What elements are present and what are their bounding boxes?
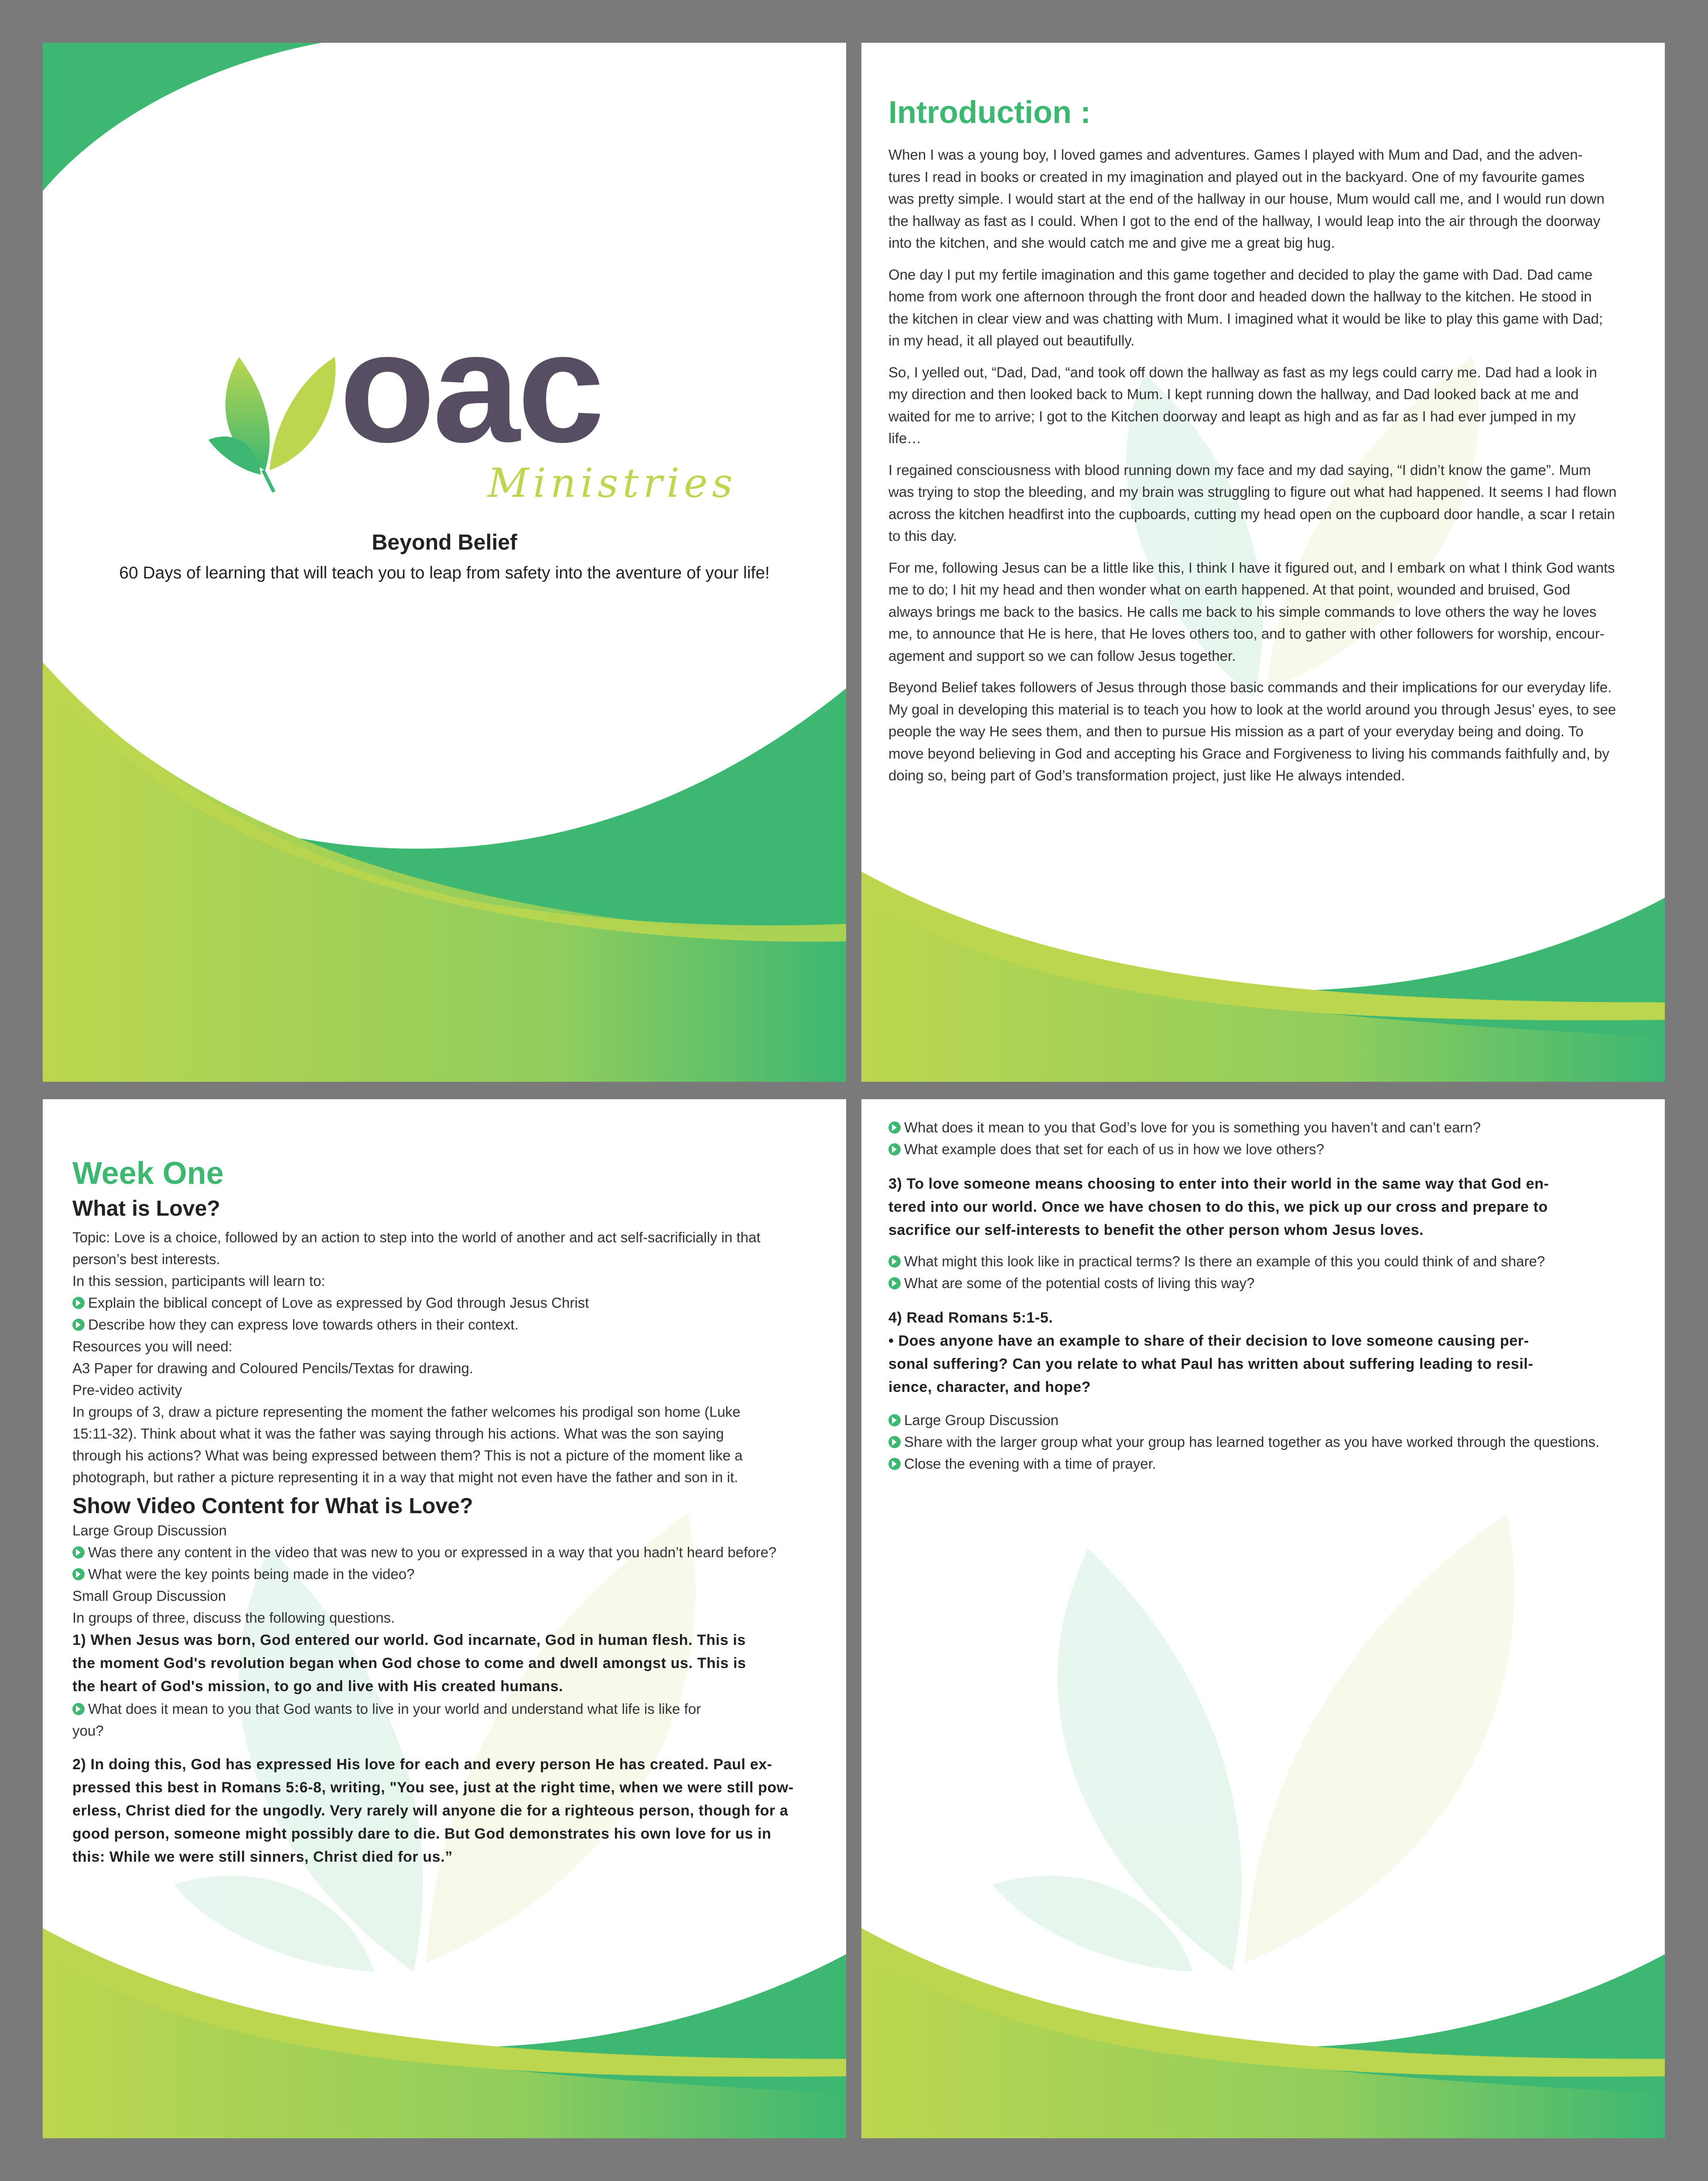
bullet-arrow-icon [72, 1568, 85, 1580]
logo-wordmark: oac [339, 300, 602, 475]
week-one-heading: Week One [72, 1156, 224, 1191]
intro-line: move beyond believing in God and accepting his Grace and Forgiveness to living his commands faithfully and, by [888, 745, 1609, 762]
small-group-line: Small Group Discussion [72, 1588, 226, 1604]
intro-paragraph [888, 264, 1639, 352]
large-group-bullet-text: What were the key points being made in the video? [88, 1566, 415, 1582]
intro-line: tures I read in books or created in my imagination and played out in the backyard. One of my favourite games [888, 168, 1585, 185]
final-bullet [888, 1453, 1647, 1475]
question-3-bullets [888, 1251, 1647, 1294]
bullet-arrow-icon [72, 1546, 85, 1559]
week-one-page [43, 1099, 846, 2138]
question-4-line: 4) Read Romans 5:1-5. [888, 1309, 1053, 1326]
small-group-text [72, 1585, 823, 1629]
large-group-bullet-text: Was there any content in the video that was new to you or expressed in a way that you hadn’t heard before? [88, 1544, 777, 1560]
intro-line: me to do; I hit my head and then wonder what on earth happened. At that point, wounded and bruised, God [888, 581, 1571, 598]
bullet-arrow-icon [888, 1414, 901, 1426]
resources-line: In groups of 3, draw a picture representing the moment the father welcomes his prodigal son home (Luke [72, 1404, 741, 1420]
week-one-continued-page [861, 1099, 1665, 2138]
intro-line: So, I yelled out, “Dad, Dad, “and took off down the hallway as fast as my legs could carry me. Dad had a look in [888, 364, 1597, 380]
small-group-line: In groups of three, discuss the following questions. [72, 1610, 395, 1626]
topic-text [72, 1227, 823, 1292]
question-3-bullet-text: What are some of the potential costs of living this way? [904, 1275, 1255, 1291]
intro-line: One day I put my fertile imagination and this game together and decided to play the game with Dad. Dad came [888, 266, 1593, 283]
intro-paragraph [888, 557, 1639, 667]
question-3-bullet [888, 1251, 1647, 1272]
question-4-line: sonal suffering? Can you relate to what Paul has written about suffering leading to resil- [888, 1356, 1534, 1372]
continued-bullet-text: What does it mean to you that God’s love for you is something you haven’t and can’t earn? [904, 1119, 1481, 1135]
cover-page [43, 43, 846, 1082]
question-3-bullet [888, 1272, 1647, 1294]
bullet-arrow-icon [888, 1458, 901, 1470]
topic-line: In this session, participants will learn to: [72, 1273, 325, 1289]
continued-bullet [888, 1138, 1647, 1160]
watermark-leaf-icon [992, 1514, 1514, 1972]
intro-paragraph [888, 362, 1639, 450]
resources-line: A3 Paper for drawing and Coloured Pencils/Textas for drawing. [72, 1360, 473, 1376]
question-3-bullet-text: What might this look like in practical terms? Is there an example of this you could think of and share? [904, 1253, 1545, 1269]
bullet-arrow-icon [888, 1121, 901, 1134]
cover-subtitle: 60 Days of learning that will teach you to leap from safety into the aventure of your life! [119, 564, 770, 582]
intro-line: waited for me to arrive; I got to the Kitchen doorway and leapt as high and as far as I had ever jumped in my [888, 408, 1576, 424]
final-bullet [888, 1409, 1647, 1431]
resources-line: through his actions? What was being expressed between them? This is not a picture of the moment like a [72, 1447, 743, 1463]
resources-line: Resources you will need: [72, 1338, 232, 1354]
final-bullets [888, 1409, 1647, 1475]
oac-logo [208, 300, 737, 557]
leaf-icon [208, 339, 339, 496]
final-bullet-text: Share with the larger group what your group has learned together as you have worked through the questions. [904, 1434, 1600, 1450]
intro-line: I regained consciousness with blood running down my face and my dad saying, “I didn’t know the game”. Mum [888, 461, 1591, 478]
intro-line: life… [888, 430, 922, 446]
question-2-line: erless, Christ died for the ungodly. Very rarely will anyone die for a righteous person, though for a [72, 1802, 789, 1819]
intro-line: was pretty simple. I would start at the end of the hallway in our house, Mum would call me, and I would run down [888, 191, 1605, 207]
learn-bullet [72, 1292, 823, 1314]
intro-line: across the kitchen headfirst into the cupboards, cutting my head open on the cupboard door handle, a scar I retain [888, 506, 1615, 522]
question-1 [72, 1629, 823, 1698]
question-4-line: • Does anyone have an example to share of their decision to love someone causing per- [888, 1333, 1529, 1349]
intro-line: my direction and then looked back to Mum. I kept running down the hallway, and Dad looked back at me and [888, 386, 1579, 402]
question-1-line: the moment God's revolution began when God chose to come and dwell amongst us. This is [72, 1655, 746, 1672]
intro-line: Beyond Belief takes followers of Jesus through those basic commands and their implications for our everyday life. [888, 679, 1612, 695]
cover-title: Beyond Belief [372, 530, 517, 554]
question-1-line: the heart of God's mission, to go and live with His created humans. [72, 1678, 564, 1695]
continued-top-bullets [888, 1117, 1647, 1160]
question-3 [888, 1173, 1647, 1242]
intro-paragraph [888, 677, 1639, 787]
bullet-arrow-icon [888, 1255, 901, 1268]
video-heading: Show Video Content for What is Love? [72, 1494, 473, 1518]
learn-bullet-text: Describe how they can express love towards others in their context. [88, 1316, 519, 1333]
large-group-bullet [72, 1563, 823, 1585]
intro-line: always brings me back to the basics. He calls me back to his simple commands to love others the way he loves [888, 603, 1597, 620]
bullet-arrow-icon [72, 1297, 85, 1309]
question-1-bullet-row [72, 1698, 823, 1720]
cover-top-swoosh [43, 43, 322, 191]
question-2-line: 2) In doing this, God has expressed His love for each and every person He has created. Paul ex- [72, 1756, 772, 1773]
intro-line: My goal in developing this material is to teach you how to look at the world around you through Jesus’ eyes, to see [888, 701, 1616, 718]
intro-line: home from work one afternoon through the front door and headed down the hallway to the kitchen. He stood in [888, 288, 1592, 304]
intro-paragraph [888, 144, 1639, 254]
final-bullet [888, 1431, 1647, 1453]
intro-line: When I was a young boy, I loved games and adventures. Games I played with Mum and Dad, and the adven- [888, 147, 1583, 163]
intro-line: me, to announce that He is here, that He loves others too, and to gather with other followers for worship, encour- [888, 626, 1605, 642]
intro-paragraph [888, 459, 1639, 547]
large-group-bullet [72, 1542, 823, 1563]
question-3-line: 3) To love someone means choosing to enter into their world in the same way that God en- [888, 1176, 1549, 1192]
question-1-bullet [72, 1698, 823, 1742]
large-group-label: Large Group Discussion [72, 1522, 227, 1538]
topic-line: Topic: Love is a choice, followed by an action to step into the world of another and act self-sacrificially in that [72, 1229, 761, 1245]
question-1-line: 1) When Jesus was born, God entered our world. God incarnate, God in human flesh. This is [72, 1632, 746, 1648]
logo-subtext: Ministries [488, 460, 737, 506]
intro-line: people the way He sees them, and then to pursue His mission as a part of your everyday being and doing. To [888, 723, 1584, 739]
resources-line: 15:11-32). Think about what it was the father was saying through his actions. What was the son saying [72, 1426, 724, 1442]
intro-heading: Introduction : [888, 95, 1091, 130]
intro-line: in my head, it all played out beautifully. [888, 332, 1135, 349]
introduction-page [861, 43, 1665, 1082]
learn-bullet-text: Explain the biblical concept of Love as expressed by God through Jesus Christ [88, 1295, 589, 1311]
topic-line: person’s best interests. [72, 1251, 220, 1267]
intro-line: the hallway as fast as I could. When I got to the end of the hallway, I would leap into the air through the doorway [888, 212, 1601, 229]
intro-line: For me, following Jesus can be a little like this, I think I have it figured out, and I embark on what I think God wants [888, 559, 1615, 576]
intro-line: doing so, being part of God’s transformation project, just like He always intended. [888, 767, 1405, 783]
intro-line: the kitchen in clear view and was chatting with Mum. I imagined what it would be like to play this game with Dad; [888, 310, 1603, 327]
intro-line: agement and support so we can follow Jesus together. [888, 647, 1236, 664]
intro-body [888, 144, 1639, 787]
continued-bullet [888, 1117, 1647, 1138]
question-1-bullet-text: What does it mean to you that God wants to live in your world and understand what life is like for [88, 1701, 701, 1717]
resources-text [72, 1336, 823, 1488]
large-group-bullets [72, 1542, 823, 1585]
question-2 [72, 1753, 823, 1869]
bullet-arrow-icon [888, 1143, 901, 1155]
question-4 [888, 1306, 1647, 1399]
bullet-arrow-icon [888, 1436, 901, 1448]
final-bullet-text: Close the evening with a time of prayer. [904, 1456, 1156, 1472]
bullet-arrow-icon [888, 1277, 901, 1289]
question-1-bullet-continuation: you? [72, 1723, 104, 1739]
question-4-line: ience, character, and hope? [888, 1379, 1091, 1395]
question-2-line: pressed this best in Romans 5:6-8, writing, "You see, just at the right time, when we were still pow- [72, 1779, 794, 1796]
question-3-line: sacrifice our self-interests to benefit the other person whom Jesus loves. [888, 1222, 1424, 1238]
resources-line: photograph, but rather a picture representing it in a way that might not even have the father and son in it. [72, 1469, 738, 1485]
intro-line: to this day. [888, 528, 957, 544]
bullet-arrow-icon [72, 1703, 85, 1715]
question-2-line: good person, someone might possibly dare to die. But God demonstrates his own love for us in [72, 1825, 772, 1842]
learn-bullet [72, 1314, 823, 1336]
question-2-line: this: While we were still sinners, Christ died for us.” [72, 1849, 453, 1865]
intro-line: was trying to stop the bleeding, and my brain was struggling to figure out what had happened. It seems I had flown [888, 484, 1617, 500]
resources-line: Pre-video activity [72, 1382, 182, 1398]
question-3-line: tered into our world. Once we have chosen to do this, we pick up our cross and prepare to [888, 1199, 1548, 1215]
week-one-subheading: What is Love? [72, 1196, 220, 1220]
intro-line: into the kitchen, and she would catch me and give me a great big hug. [888, 235, 1335, 251]
learning-bullets [72, 1292, 823, 1336]
bullet-arrow-icon [72, 1319, 85, 1331]
final-bullet-text: Large Group Discussion [904, 1412, 1059, 1428]
continued-bullet-text: What example does that set for each of us in how we love others? [904, 1141, 1325, 1157]
